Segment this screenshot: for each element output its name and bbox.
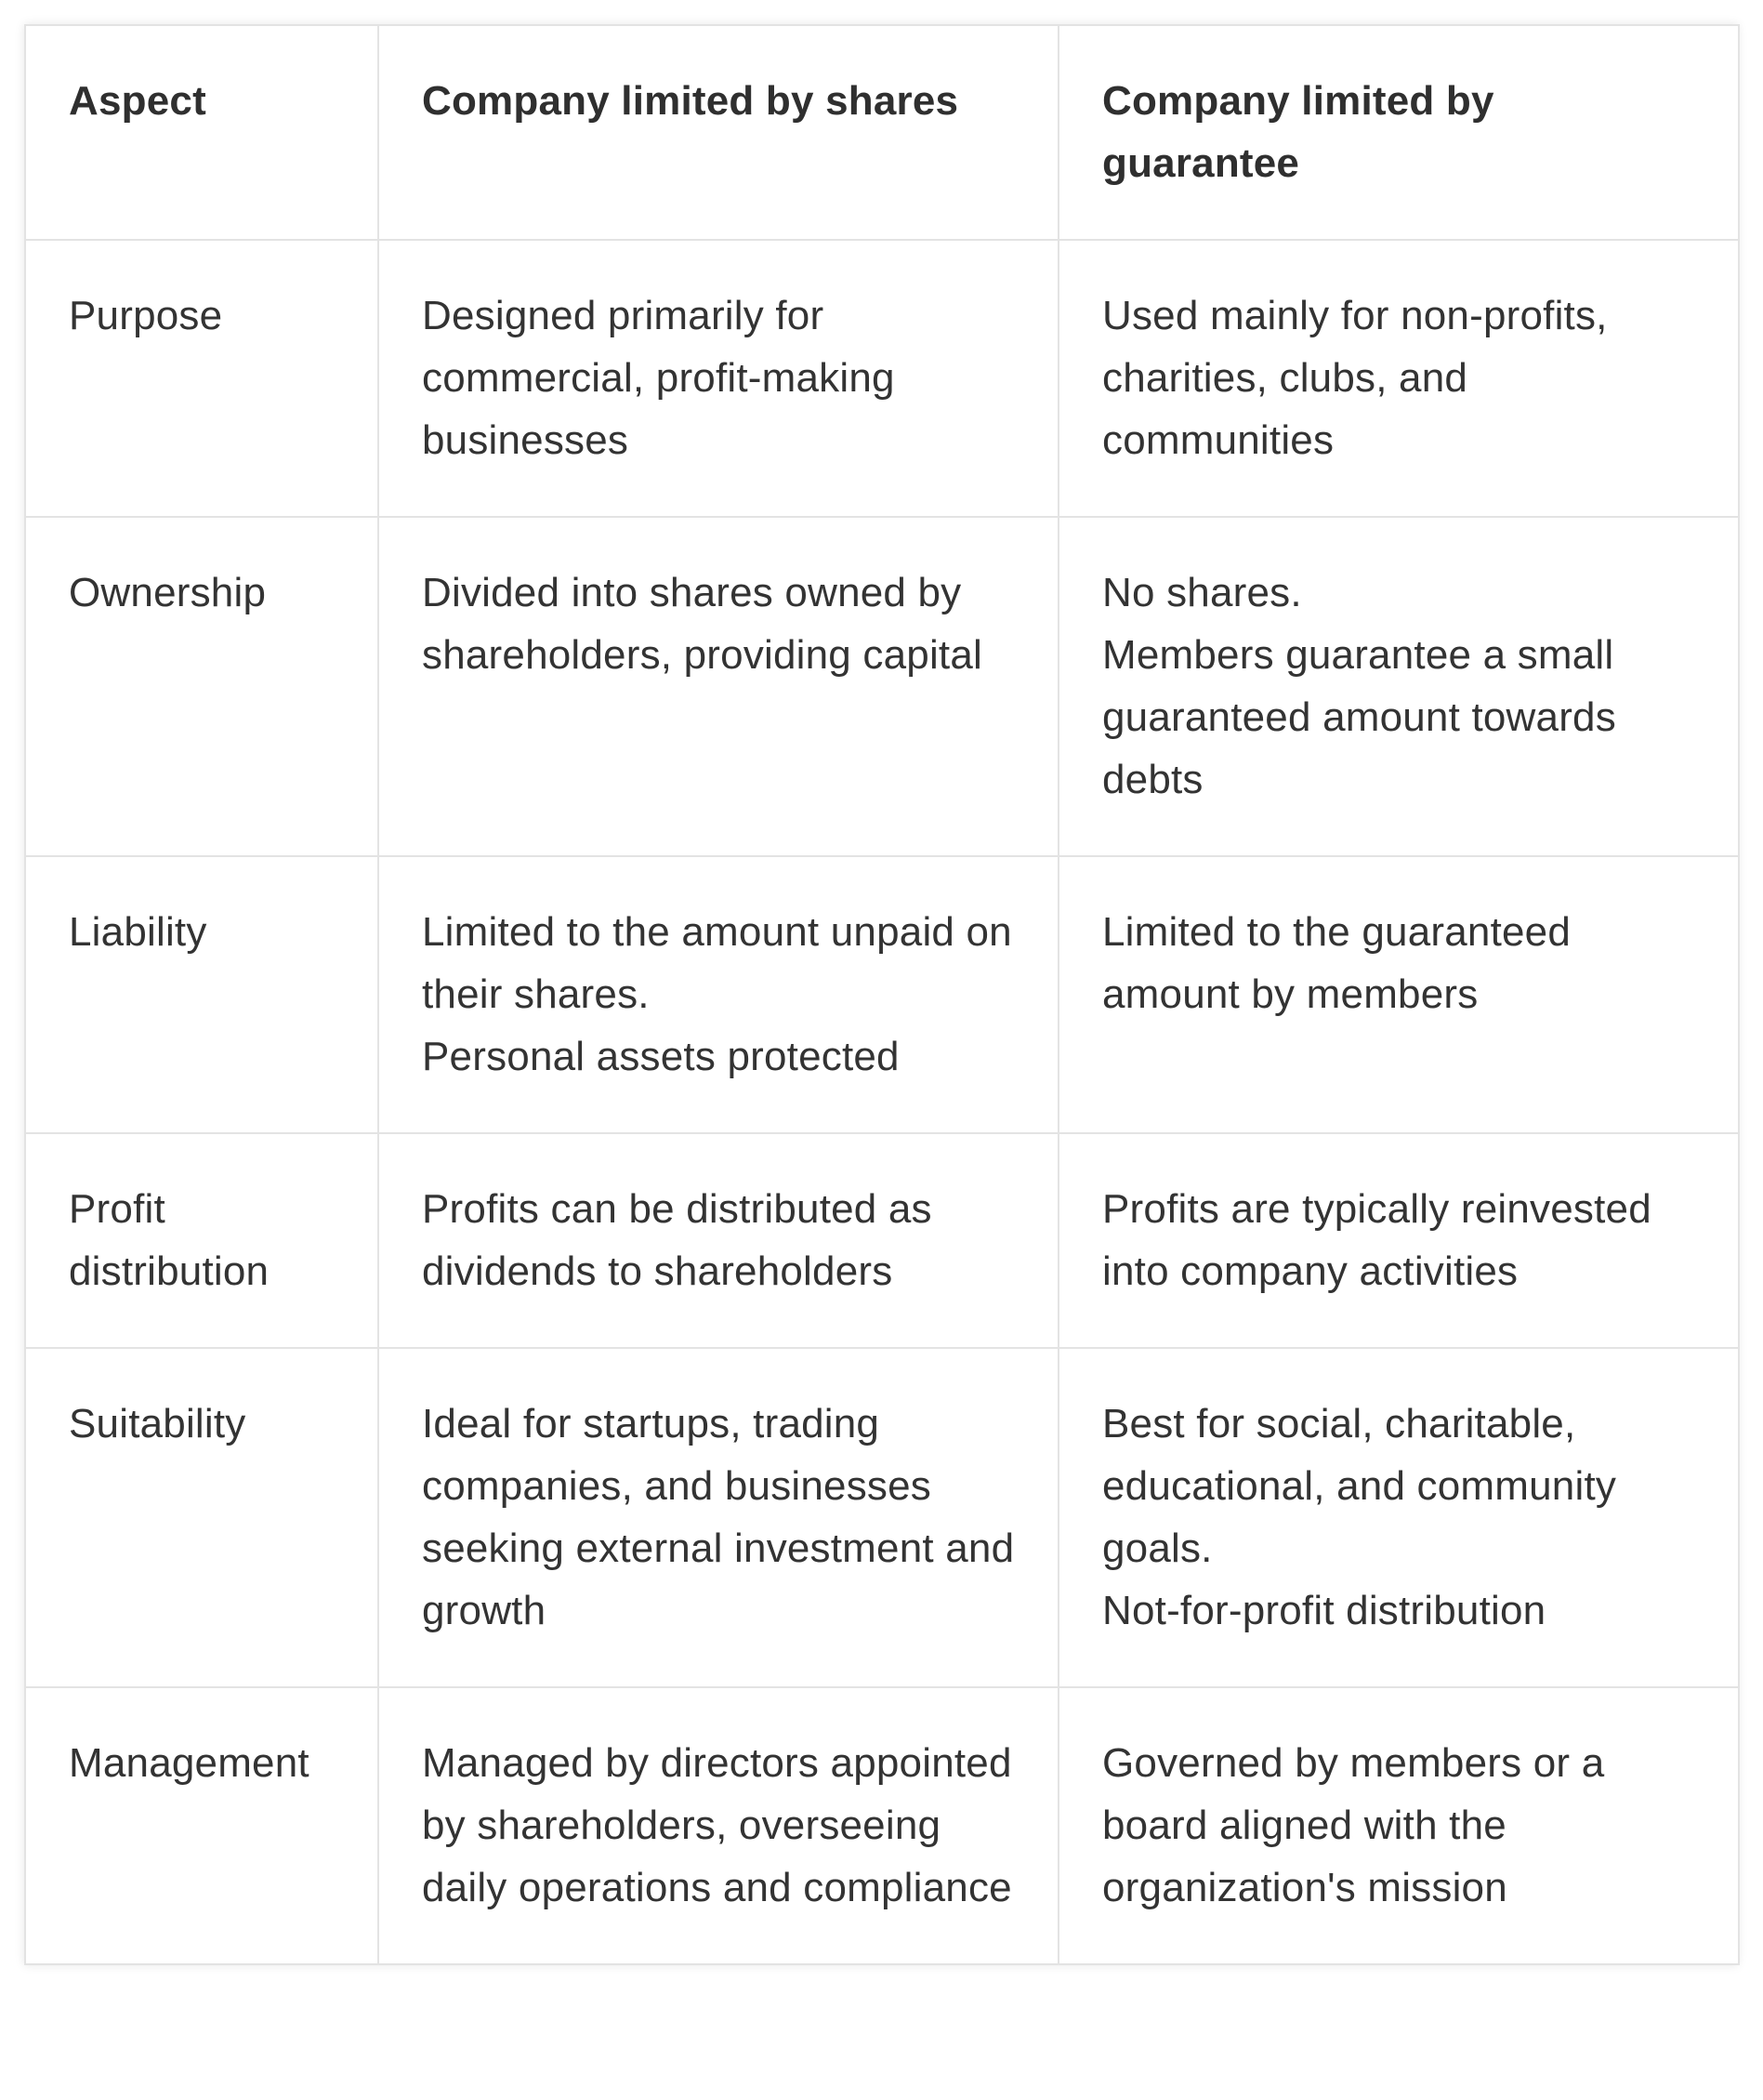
- cell-shares: Managed by directors appointed by shareholders, overseeing daily operations and compliance: [378, 1687, 1059, 1964]
- cell-shares: Divided into shares owned by shareholders, providing capital: [378, 517, 1059, 856]
- cell-aspect: Purpose: [25, 240, 378, 517]
- cell-shares: Ideal for startups, trading companies, and businesses seeking external investment and growth: [378, 1348, 1059, 1687]
- cell-guarantee: No shares. Members guarantee a small guaranteed amount towards debts: [1059, 517, 1739, 856]
- header-aspect: Aspect: [25, 25, 378, 240]
- comparison-table: [24, 24, 1740, 1965]
- cell-shares: Profits can be distributed as dividends to shareholders: [378, 1133, 1059, 1348]
- cell-aspect: Profit distribution: [25, 1133, 378, 1348]
- table-row: [25, 1133, 1739, 1348]
- table-row: [25, 856, 1739, 1133]
- cell-guarantee: Used mainly for non-profits, charities, clubs, and communities: [1059, 240, 1739, 517]
- cell-guarantee: Governed by members or a board aligned with the organization's mission: [1059, 1687, 1739, 1964]
- cell-guarantee: Limited to the guaranteed amount by members: [1059, 856, 1739, 1133]
- cell-aspect: Ownership: [25, 517, 378, 856]
- table-row: [25, 517, 1739, 856]
- comparison-table-container: [24, 24, 1738, 1965]
- cell-shares: Designed primarily for commercial, profit-making businesses: [378, 240, 1059, 517]
- cell-guarantee: Profits are typically reinvested into company activities: [1059, 1133, 1739, 1348]
- table-row: [25, 1687, 1739, 1964]
- header-limited-by-guarantee: Company limited by guarantee: [1059, 25, 1739, 240]
- cell-aspect: Suitability: [25, 1348, 378, 1687]
- cell-guarantee: Best for social, charitable, educational, and community goals. Not-for-profit distribution: [1059, 1348, 1739, 1687]
- table-header-row: [25, 25, 1739, 240]
- cell-aspect: Management: [25, 1687, 378, 1964]
- cell-shares: Limited to the amount unpaid on their shares. Personal assets protected: [378, 856, 1059, 1133]
- table-row: [25, 1348, 1739, 1687]
- header-limited-by-shares: Company limited by shares: [378, 25, 1059, 240]
- table-row: [25, 240, 1739, 517]
- cell-aspect: Liability: [25, 856, 378, 1133]
